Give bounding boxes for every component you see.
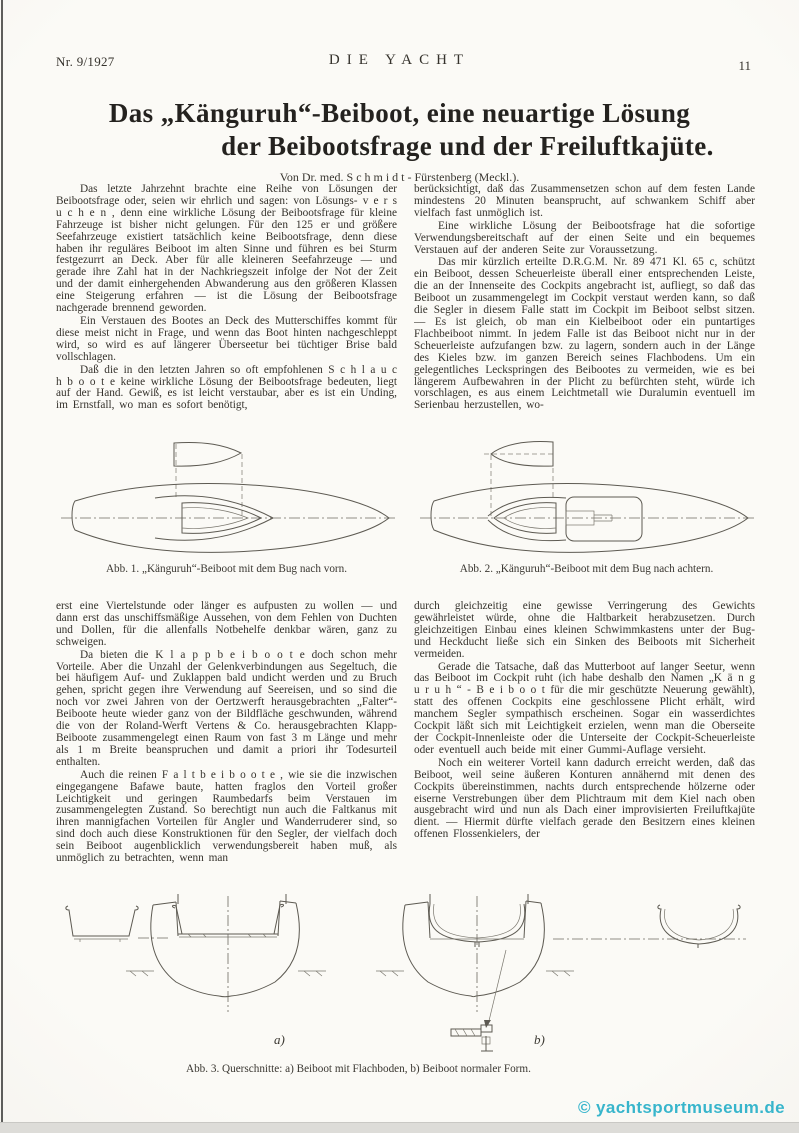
figure-2-boat-plan-bow-aft [414, 440, 759, 558]
fig1-drawing [55, 440, 400, 558]
lower-text-columns [56, 601, 756, 892]
upper-text-columns [56, 184, 756, 440]
lower-left-column [56, 601, 397, 892]
paragraph: erst eine Viertelstunde oder länger es aufpusten zu wollen — und dann erst das unschiffsmäßige Aussehen, von dem Fehlen von Duchten und Dollen, für die allenfalls Notbehelfe denkbar wären, ganz zu schweigen. [56, 601, 397, 648]
paragraph: Da bieten die K l a p p b e i b o o t e doch schon mehr Vorteile. Aber die Unzahl der Gelenkverbindungen aus Segeltuch, die bei häufigem Auf- und Zuklappen bald undicht werden und zu Bruch gehen, spricht gegen ihre Verwendung auf Seereisen, und so sind die noch vor zwei Jahren von der Oertzwerft herausgebrachten „Falter“-Beiboote heute wieder ganz von der Bildfläche geschwunden, während die von der Roland-Werft Vertens & Co. herausgebrachten Klapp-Beiboote zusammengelegt einen Raum von fast 3 m Länge und mehr als 1 m Breite beanspruchen und damit a priori ihr Todesurteil enthalten. [56, 648, 397, 768]
watermark-yachtsportmuseum: © yachtsportmuseum.de [577, 1098, 785, 1117]
paragraph: Das letzte Jahrzehnt brachte eine Reihe von Lösungen der Beibootsfrage oder, seien wir ehrlich und sagen: von Lösungs- v e r s u c h e n , denn eine wirkliche Lösung der Beibootsfrage für kleine Fahrzeuge ist bisher nicht gelungen. Für den 125 er und größere Seefahrzeuge existiert tatsächlich keine Beibootsfrage, denn diese haben ihr reguläres Beiboot im alten Sinne und führen es bei Sturm festgezurrt an Deck. Aber für alle kleineren Seefahrzeuge — und gerade ihre Zahl hat in der Nachkriegszeit infolge der Not der Zeit und der damit einhergehenden Abwanderung aus den größeren Klassen eine Steigerung erfahren — ist die Lösung der Beibootsfrage nachgerade brennend geworden. [56, 184, 397, 315]
paragraph: Noch ein weiterer Vorteil kann dadurch erreicht werden, daß das Beiboot, weil seine äußeren Konturen annähernd mit denen des Cockpits übereinstimmen, nachts durch entsprechende hölzerne oder eiserne Verstrebungen über dem Plichtraum mit dem Kiel nach oben ausgebracht wird und nun als Dach einer improvisierten Freiluftkajüte dient. — Hiermit dürfte vielfach gerade den Besitzern eines kleinen offenen Flossenkielers, der [414, 756, 755, 841]
figure-2-caption: Abb. 2. „Känguruh“-Beiboot mit dem Bug nach achtern. [459, 563, 714, 575]
page-number: 11 [738, 58, 751, 73]
paragraph: berücksichtigt, daß das Zusammensetzen schon auf dem festen Lande mindestens 20 Minuten beansprucht, auf schwankem Schiff aber vielfach fast unmöglich ist. [414, 184, 755, 219]
paragraph: Daß die in den letzten Jahren so oft empfohlenen S c h l a u c h b o o t e keine wirkliche Lösung der Beibootsfrage bedeuten, liegt auf der Hand. Gewiß, es ist leicht verstaubar, aber es ist ein Unding, im Ernstfall, wo man es sofort benötigt, [56, 363, 397, 412]
paragraph: durch gleichzeitig eine gewisse Verringerung des Gewichts gewährleistet würde, ohne die Haltbarkeit herabzusetzen. Durch gleichzeitigen Einbau eines kleinen Schwimmkastens unter der Bug- und Heckducht ließe sich ein Sinken des Beiboots mit Sicherheit vermeiden. [414, 601, 755, 660]
figure-3-caption: Abb. 3. Querschnitte: a) Beiboot mit Flachboden, b) Beiboot normaler Form. [186, 1063, 531, 1075]
lower-right-column [414, 601, 755, 892]
article-byline: Von Dr. med. S c h m i d t - Fürstenberg (Meckl.). [279, 170, 520, 184]
fig3-drawing [58, 892, 748, 1057]
fig3-label-a: a) [274, 1032, 285, 1047]
magazine-title: DIE YACHT [328, 52, 471, 68]
fig2-drawing [414, 440, 759, 558]
article-title-line1: Das „Känguruh“-Beiboot, eine neuartige Lösung [108, 98, 691, 128]
paragraph: Das mir kürzlich erteilte D.R.G.M. Nr. 89 471 Kl. 65 c, schützt ein Beiboot, dessen Scheuerleiste überall einer entsprechenden Leiste, die an der Innenseite des Cockpits angebracht ist, aufliegt, so daß das Beiboot un zusammengelegt im Cockpit verstaut werden kann, so daß die Segler in diesem Falle statt im Cockpit im Beiboot selbst sitzen. — Es ist gleich, ob man ein Kielbeiboot oder ein puntartiges Flachbeiboot nimmt. In jedem Falle ist das Beiboot nicht nur in der Scheuerleiste aufzufangen bzw. zu lagern, sondern auch in der Länge des Kieles bzw. im ganzen Bereich seines Flachbodens. Um ein gelegentliches Leckspringen des Beibootes zu vermeiden, wie es bei längerem Aufbewahren in der Plicht zu befürchten steht, würde ich vorschlagen, es aus einem Leichtmetall wie Duralumin eventuell im Serienbau herzustellen, wo- [414, 256, 755, 412]
scan-bottom-strip [0, 1122, 799, 1133]
figure-1-boat-plan-bow-forward [55, 440, 400, 558]
paragraph: Ein Verstauen des Bootes an Deck des Mutterschiffes kommt für diese meist nicht in Frage, und wenn das Boot hinten nachgeschleppt wird, so wird es auf längerer Überseetur bei tüchtiger Brise bald vollschlagen. [56, 314, 397, 363]
fig3-label-b: b) [534, 1032, 545, 1047]
figure-1-caption: Abb. 1. „Känguruh“-Beiboot mit dem Bug nach vorn. [105, 563, 348, 575]
paragraph: Auch die reinen F a l t b e i b o o t e , wie sie die inzwischen eingegangene Bafawe baute, hatten fraglos den Vorteil großer Leichtigkeit und geringen Raumbedarfs beim Verstauen im zusammengelegten Zustand. So berechtigt nun auch die Faltkanus mit ihren mannigfachen Vorteilen für Angler und Wanderruderer sind, so sind doch auch diese Konstruktionen für den Segler, der vielfach doch sein Beiboot augenblicklich verwendungsbereit haben muß, als unmöglich zu betrachten, wenn man [56, 768, 397, 865]
upper-right-column [414, 184, 755, 440]
paragraph: Eine wirkliche Lösung der Beibootsfrage hat die sofortige Verwendungsbereitschaft auf der einen Seite und ein bequemes Verstauen auf der anderen Seite zur Voraussetzung. [414, 219, 755, 256]
upper-left-column [56, 184, 397, 440]
issue-number: Nr. 9/1927 [56, 54, 115, 69]
article-title-line2: der Beibootsfrage und der Freiluftkajüte. [221, 131, 714, 161]
paragraph: Gerade die Tatsache, daß das Mutterboot auf langer Seetur, wenn das Beiboot im Cockpit ruht (ich habe deshalb den Namen „K ä n g u r u h “ - B e i b o o t für die mir geschützte Neuerung gewählt), statt des offenen Cockpits eine geschlossene Plicht erhält, wird manchem Segler sympathisch erscheinen. Sogar ein wasserdichtes Cockpit läßt sich mit Leichtigkeit erzielen, wenn man die Oberseite der Cockpit-Innenleiste oder die Unterseite der Cockpit-Scheuerleiste oder eventuell auch beide mit einer Gummi-Auflage versieht. [414, 660, 755, 756]
figure-3-cross-sections [58, 892, 748, 1057]
